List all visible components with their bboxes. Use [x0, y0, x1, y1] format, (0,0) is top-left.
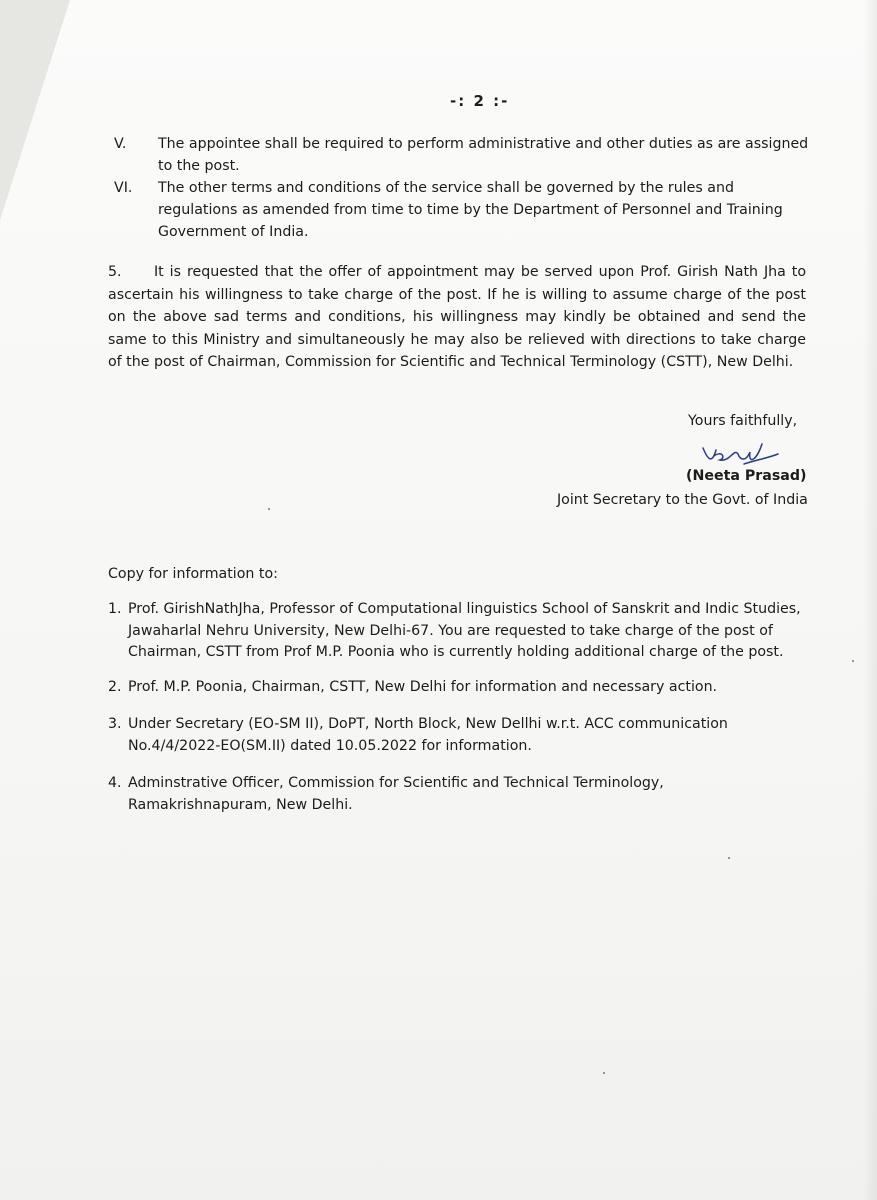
copy-item-number: 3.	[108, 716, 122, 732]
scan-speck	[728, 857, 730, 859]
copy-item-text: Prof. M.P. Poonia, Chairman, CSTT, New Delhi for information and necessary action.	[128, 679, 718, 695]
page-number: -: 2 :-	[450, 92, 510, 110]
copy-item-number: 4.	[108, 775, 122, 791]
closing-salutation: Yours faithfully,	[688, 413, 798, 429]
clause-text: The appointee shall be required to perform administrative and other duties as are assigned to the post.	[158, 136, 809, 174]
copy-item-text: Adminstrative Officer, Commission for Scientific and Technical Terminology, Ramakrishnapuram, New Delhi.	[128, 775, 664, 813]
paragraph-number: 5.	[108, 264, 122, 280]
paragraph-5	[108, 261, 806, 374]
page-corner-fold	[0, 0, 70, 220]
copy-item-text: Prof. GirishNathJha, Professor of Computational linguistics School of Sanskrit and Indic Studies, Jawaharlal Nehru University, New Delhi-67. You are requested to take charge of the post of Chairman, CSTT from Prof M.P. Poonia who is currently holding additional charge of the post.	[128, 601, 801, 660]
signatory-name: (Neeta Prasad)	[686, 468, 807, 484]
scan-speck	[852, 660, 854, 662]
copy-heading: Copy for information to:	[108, 566, 278, 582]
copy-list-item	[108, 773, 808, 816]
paragraph-text: It is requested that the offer of appointment may be served upon Prof. Girish Nath Jha to ascertain his willingness to take charge of the post. If he is willing to assume charge of the post on the above sad terms and conditions, his willingness may kindly be obtained and send the same to this Ministry and simultaneously he may also be relieved with directions to take charge of the post of Chairman, Commission for Scientific and Technical Terminology (CSTT), New Delhi.	[108, 264, 806, 370]
clause-number: VI.	[114, 180, 133, 196]
copy-list-item	[108, 599, 808, 664]
clause-number: V.	[114, 136, 127, 152]
scan-speck	[603, 1072, 605, 1074]
copy-list-item	[108, 714, 808, 757]
copy-list-item	[108, 677, 808, 699]
copy-item-text: Under Secretary (EO-SM II), DoPT, North Block, New Dellhi w.r.t. ACC communication No.4/4/2022-EO(SM.II) dated 10.05.2022 for information.	[128, 716, 728, 754]
page-edge-shadow	[863, 0, 877, 1200]
copy-item-number: 1.	[108, 601, 122, 617]
copy-item-number: 2.	[108, 679, 122, 695]
signatory-designation: Joint Secretary to the Govt. of India	[557, 492, 808, 508]
clause-text: The other terms and conditions of the service shall be governed by the rules and regulations as amended from time to time by the Department of Personnel and Training Government of India.	[158, 180, 783, 240]
handwritten-signature	[700, 440, 780, 470]
clause-v	[114, 133, 814, 177]
scan-speck	[268, 508, 270, 510]
clause-vi	[114, 177, 814, 243]
